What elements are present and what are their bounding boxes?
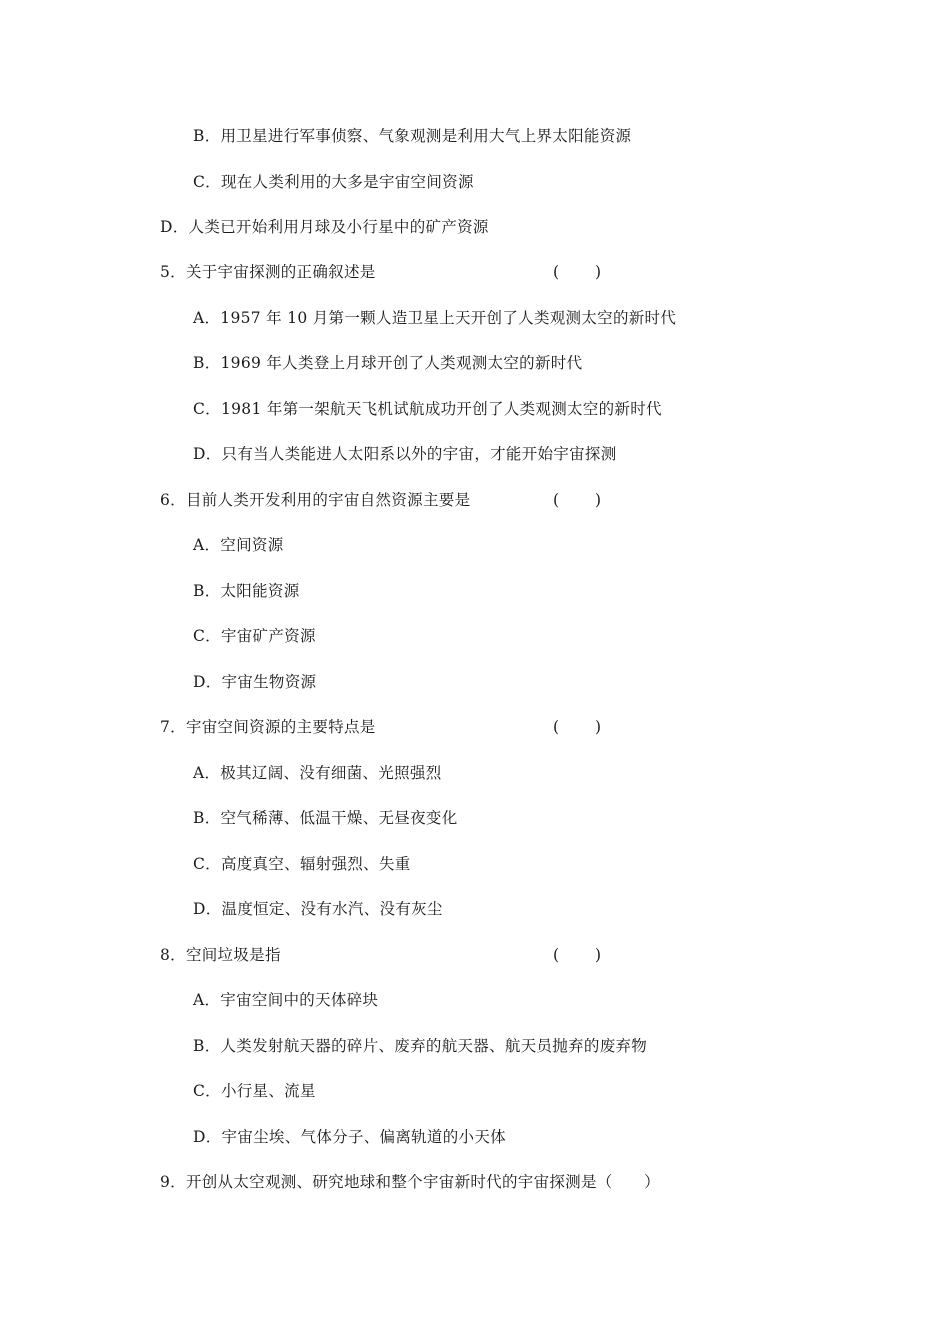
question-8-answer-blank: ( ) [553, 946, 602, 964]
question-7-stem: 7．宇宙空间资源的主要特点是 [160, 718, 376, 736]
question-4-option-b: B．用卫星进行军事侦察、气象观测是利用大气上界太阳能资源 [193, 127, 632, 145]
question-5-option-b: B．1969 年人类登上月球开创了人类观测太空的新时代 [193, 354, 583, 372]
question-4-option-d: D．人类已开始利用月球及小行星中的矿产资源 [160, 218, 489, 236]
question-5-option-a: A．1957 年 10 月第一颗人造卫星上天开创了人类观测太空的新时代 [193, 309, 677, 327]
question-5-answer-blank: ( ) [553, 263, 602, 281]
question-6-option-b: B．太阳能资源 [193, 582, 300, 600]
question-4-option-c: C．现在人类利用的大多是宇宙空间资源 [193, 173, 474, 191]
question-8-option-b: B．人类发射航天器的碎片、废弃的航天器、航天员抛弃的废弃物 [193, 1037, 648, 1055]
question-8-stem: 8．空间垃圾是指 [160, 946, 281, 964]
question-7-option-c: C．高度真空、辐射强烈、失重 [193, 855, 411, 873]
question-7-option-d: D．温度恒定、没有水汽、没有灰尘 [193, 900, 443, 918]
question-7-answer-blank: ( ) [553, 718, 602, 736]
question-8-option-c: C．小行星、流星 [193, 1082, 316, 1100]
question-9-stem: 9．开创从太空观测、研究地球和整个宇宙新时代的宇宙探测是（ ） [160, 1173, 660, 1191]
question-8-option-a: A．宇宙空间中的天体碎块 [193, 991, 379, 1009]
question-7-option-b: B．空气稀薄、低温干燥、无昼夜变化 [193, 809, 458, 827]
question-6-option-d: D．宇宙生物资源 [193, 673, 317, 691]
question-6-option-c: C．宇宙矿产资源 [193, 627, 316, 645]
question-6-option-a: A．空间资源 [193, 536, 284, 554]
question-7-option-a: A．极其辽阔、没有细菌、光照强烈 [193, 764, 442, 782]
question-5-option-d: D．只有当人类能进人太阳系以外的宇宙，才能开始宇宙探测 [193, 445, 617, 463]
question-6-stem: 6．目前人类开发利用的宇宙自然资源主要是 [160, 491, 471, 509]
question-5-option-c: C．1981 年第一架航天飞机试航成功开创了人类观测太空的新时代 [193, 400, 662, 418]
question-6-answer-blank: ( ) [553, 491, 602, 509]
question-5-stem: 5．关于宇宙探测的正确叙述是 [160, 263, 376, 281]
question-8-option-d: D．宇宙尘埃、气体分子、偏离轨道的小天体 [193, 1128, 506, 1146]
